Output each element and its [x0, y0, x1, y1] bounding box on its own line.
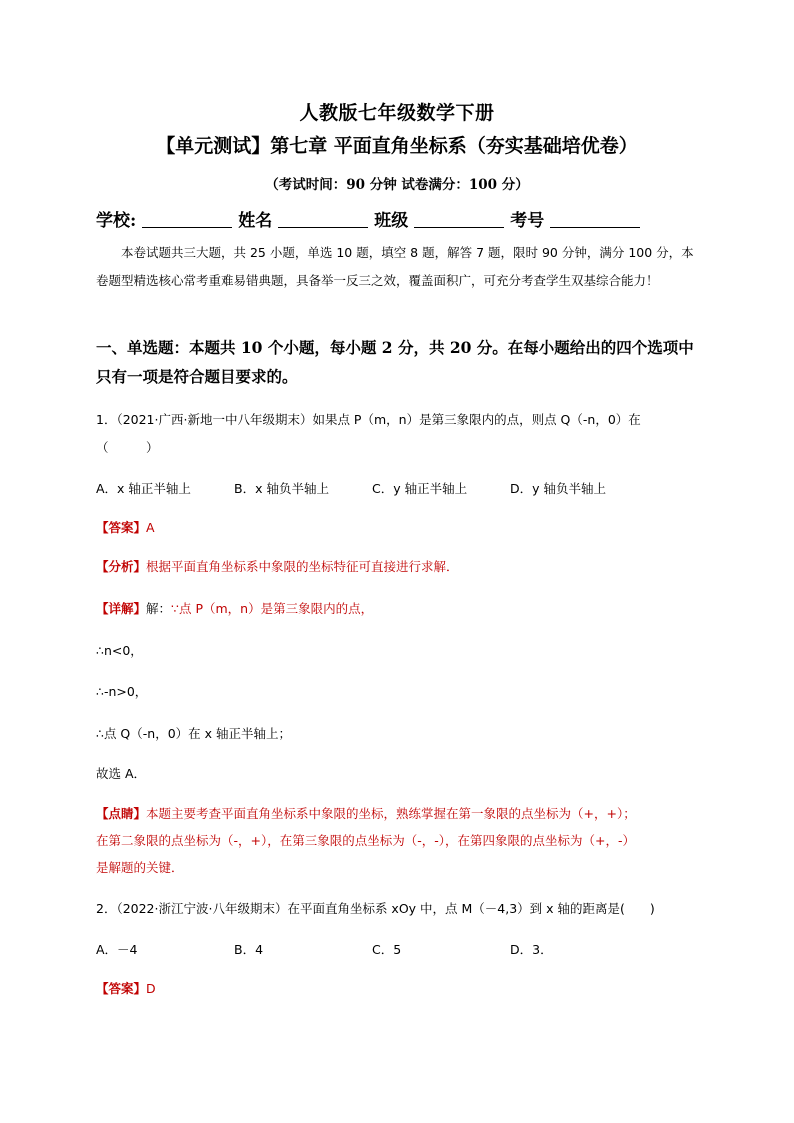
q2-stem: 2．（2022·浙江宁波·八年级期末）在平面直角坐标系 xOy 中，点 M（－4,3）到 x 轴的距离是( ) [96, 901, 655, 916]
q2-options [96, 940, 648, 958]
q1-stem-line2: （ ） [96, 440, 159, 455]
q1-option-a: A．x 轴正半轴上 [96, 481, 191, 496]
q1-analysis [96, 557, 459, 575]
q1-step3: ∴点 Q（-n，0）在 x 轴正半轴上； [96, 726, 291, 741]
student-info-row [96, 206, 646, 231]
number-label: 考号 [510, 211, 545, 231]
q2-answer [96, 979, 156, 997]
number-blank [550, 209, 640, 228]
answer-tag: 【答案】 [96, 520, 147, 535]
q1-comment-line3: 是解题的关键． [96, 860, 184, 875]
q1-options [96, 479, 648, 497]
name-blank [278, 209, 368, 228]
analysis-tag: 【分析】 [96, 559, 147, 574]
detail-condition: ∵点 P（m，n）是第三象限内的点， [171, 601, 374, 616]
school-label: 学校: [96, 211, 137, 231]
class-label: 班级 [374, 211, 409, 231]
q1-step2: ∴-n>0， [96, 684, 148, 699]
q2-option-d: D．3． [510, 942, 553, 957]
school-blank [142, 209, 232, 228]
answer-value: A [146, 520, 155, 535]
q2-option-b: B．4 [234, 942, 264, 957]
section-1-heading: 一、单选题：本题共 10 个小题，每小题 2 分，共 20 分。在每小题给出的四个选项中只有一项是符合题目要求的。 [96, 338, 694, 386]
q1-comment-line1 [96, 804, 636, 822]
answer-value: D [146, 981, 156, 996]
q1-detail [96, 599, 373, 617]
q1-option-d: D．y 轴负半轴上 [510, 481, 606, 496]
q2-option-a: A．－4 [96, 942, 138, 957]
document-title: 人教版七年级数学下册 [299, 102, 495, 124]
q1-option-c: C．y 轴正半轴上 [372, 481, 468, 496]
answer-tag: 【答案】 [96, 981, 147, 996]
detail-tag: 【详解】 [96, 601, 147, 616]
exam-introduction: 本卷试题共三大题，共 25 小题，单选 10 题，填空 8 题，解答 7 题，限时 90 分钟，满分 100 分，本卷题型精选核心常考重难易错典题，具备举一反三之效，覆盖面积广，可充分考查学生双基综合能力！ [96, 245, 694, 288]
comment-text-1: 本题主要考查平面直角坐标系中象限的坐标，熟练掌握在第一象限的点坐标为（+，+）； [146, 806, 636, 821]
q1-choice: 故选 A． [96, 766, 147, 781]
analysis-text: 根据平面直角坐标系中象限的坐标特征可直接进行求解． [146, 559, 459, 574]
class-blank [414, 209, 504, 228]
q1-answer [96, 518, 155, 536]
q1-comment-line2: 在第二象限的点坐标为（-，+），在第三象限的点坐标为（-，-），在第四象限的点坐标为（+，-） [96, 833, 635, 848]
q1-option-b: B．x 轴负半轴上 [234, 481, 329, 496]
comment-tag: 【点睛】 [96, 806, 147, 821]
q2-option-c: C．5 [372, 942, 402, 957]
exam-time-score: （考试时间：90 分钟 试卷满分：100 分） [265, 177, 529, 193]
document-subtitle-unit-test: 【单元测试】第七章 平面直角坐标系（夯实基础培优卷） [156, 135, 638, 157]
q1-step1: ∴n<0， [96, 643, 143, 658]
name-label: 姓名 [238, 211, 273, 231]
q1-stem-line1: 1．（2021·广西·新地一中八年级期末）如果点 P（m，n）是第三象限内的点，则点 Q（-n，0）在 [96, 412, 641, 427]
detail-intro: 解： [146, 601, 172, 616]
